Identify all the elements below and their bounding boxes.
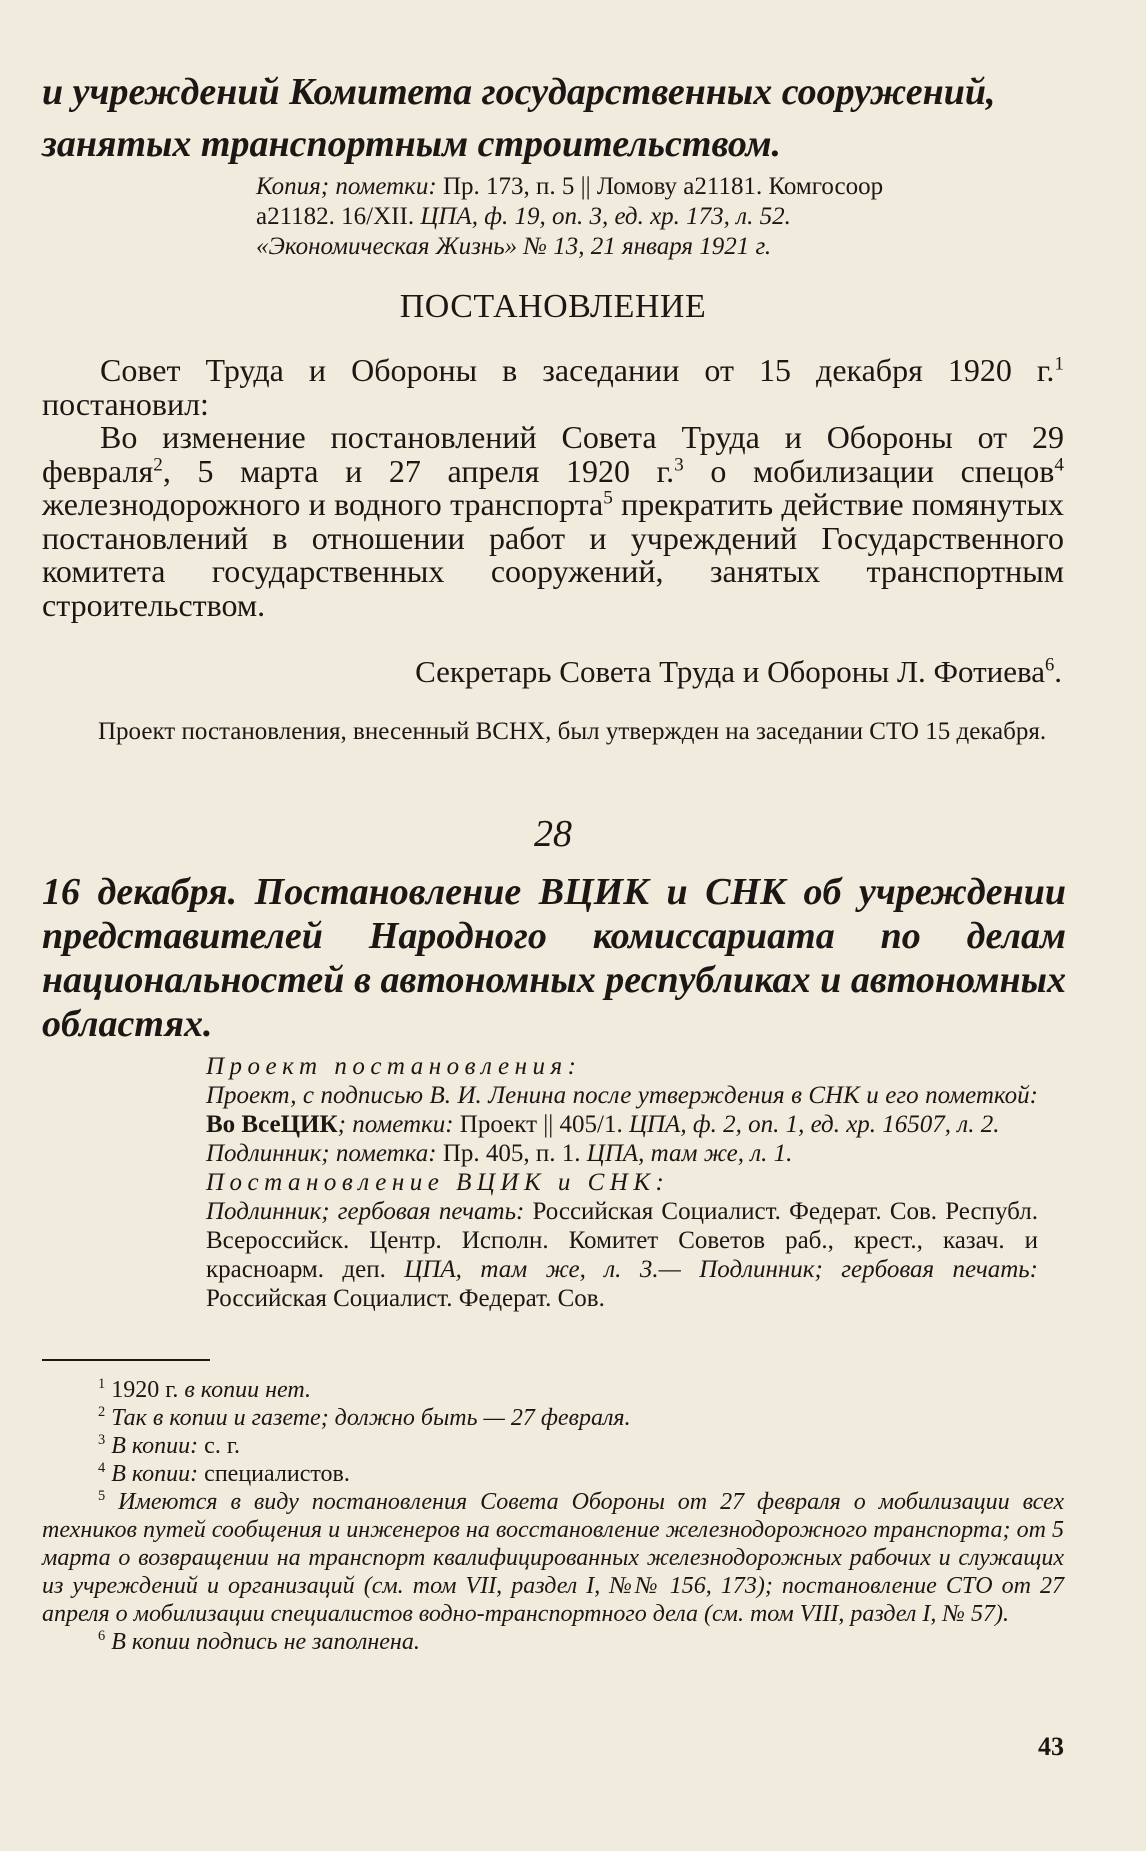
footnote-number: 2 xyxy=(98,1404,106,1420)
footnote-text: В копии: xyxy=(105,1433,199,1459)
footnote-text: 1920 г. xyxy=(105,1377,185,1403)
footnote-text: с. г. xyxy=(198,1433,240,1459)
page-number: 43 xyxy=(1038,1732,1064,1761)
source2-text: ЦПА, там же, л. 3.— Подлинник; гербовая печать: xyxy=(404,1256,1038,1283)
footnote-ref-5: 5 xyxy=(603,487,613,509)
footnotes xyxy=(42,1376,1064,1656)
body-text: Совет Труда и Обороны в заседании от 15 декабря 1920 г. xyxy=(100,352,1055,388)
body-text: Во изменение постановлений Совета Труда и Обороны от 29 февраля xyxy=(42,419,1064,489)
footnote-text: Имеются в виду постановления Совета Обороны от 27 февраля о мобилизации всех техников путей сообщения и инженеров на восстановление железнодорожного транспорта; от 5 марта о возвращении на транспорт квалифицированных железнодорожных рабочих и служащих из учреждений и организаций (см. том VII, раздел I, №№ 156, 173); постановление СТО от 27 апреля о мобилизации специалистов водно-транспортного дела (см. том VIII, раздел I, № 57). xyxy=(42,1489,1064,1627)
footnote-text: В копии: xyxy=(105,1461,199,1487)
source2-text: Пр. 405, п. 1. xyxy=(436,1140,587,1167)
body-text: железнодорожного и водного транспорта xyxy=(42,486,604,522)
footnote-text: специалистов. xyxy=(198,1461,350,1487)
editorial-note: Проект постановления, внесенный ВСНХ, был утвержден на заседании СТО 15 декабря. xyxy=(98,718,1047,745)
body-paragraph-2 xyxy=(42,421,1064,622)
source1-marks: Пр. 173, п. 5 || Ломову а21181. Комгосоор xyxy=(436,173,884,200)
body-text: о мобилизации спецов xyxy=(683,452,1055,489)
body-text: прекратить действие помянутых постановлений в отношении работ и учреждений Государственного комитета государственных сооружений, занятых транспортным строительством. xyxy=(42,486,1064,623)
footnote-5 xyxy=(42,1488,1064,1628)
source2-text: ЦПА, ф. 2, оп. 1, ед. хр. 16507, л. 2. xyxy=(628,1111,1000,1138)
footnote-ref-3: 3 xyxy=(674,453,684,475)
footnote-number: 3 xyxy=(98,1432,106,1448)
document-number: 28 xyxy=(534,813,572,855)
body-text: постановил: xyxy=(42,385,209,422)
document-heading: 16 декабря. Постановление ВЦИК и СНК об учреждении представителей Народного комиссариата по делам национальностей в автономных республиках и автономных областях. xyxy=(42,871,1066,1045)
source2-text: Подлинник; гербовая печать: xyxy=(206,1198,525,1225)
body-paragraph-1 xyxy=(42,354,1064,421)
source2-text: Во ВсеЦИК xyxy=(206,1111,338,1138)
source2-original xyxy=(206,1139,1038,1168)
footnote-text: Так в копии и газете; должно быть — 27 февраля. xyxy=(105,1405,631,1431)
footnote-ref-6: 6 xyxy=(1044,654,1055,676)
footnote-6 xyxy=(42,1628,1064,1656)
source2-seal xyxy=(206,1197,1038,1313)
source2-text: Российская Социалист. Федерат. Сов. xyxy=(206,1285,605,1312)
source1-date: а21182. 16/XII. xyxy=(256,203,421,230)
signature-text: Секретарь Совета Труда и Обороны Л. Фотиева xyxy=(415,654,1045,689)
footnote-ref-4: 4 xyxy=(1054,453,1065,475)
footnote-2 xyxy=(42,1404,1064,1432)
source2-text: Проект, с подписью В. И. Ленина после утверждения в СНК и его пометкой: xyxy=(206,1082,1038,1109)
body-text: , 5 марта и 27 апреля 1920 г. xyxy=(162,452,675,489)
continued-heading: и учреждений Комитета государственных сооружений, занятых транспортным строительством. xyxy=(42,71,996,165)
decree-body xyxy=(42,354,1064,622)
source2-draft-label: Проект постановления: xyxy=(206,1053,582,1080)
footnote-divider xyxy=(42,1359,210,1361)
source-note-1 xyxy=(256,172,1116,262)
footnote-number: 5 xyxy=(98,1488,106,1504)
footnote-number: 1 xyxy=(98,1376,106,1392)
footnote-number: 4 xyxy=(98,1460,106,1476)
source2-decree-label: Постановление ВЦИК и СНК: xyxy=(206,1169,670,1196)
footnote-ref-1: 1 xyxy=(1054,353,1064,375)
source1-newspaper: «Экономическая Жизнь» № 13, 21 января 1921 г. xyxy=(256,233,772,260)
source2-text: ; пометки: xyxy=(337,1111,454,1138)
signature-line xyxy=(415,654,1062,690)
source2-text: Подлинник; пометка: xyxy=(206,1140,437,1167)
signature-period: . xyxy=(1054,654,1062,689)
footnote-text: В копии подпись не заполнена. xyxy=(105,1629,420,1655)
source2-text: Проект || 405/1. xyxy=(453,1111,629,1138)
source2-draft-desc xyxy=(206,1081,1038,1139)
source2-text: Российская Социалист. Федерат. Сов. Республ. Всероссийск. Центр. Исполн. Комитет Советов раб., крест., казач. и красноарм. деп. xyxy=(206,1198,1038,1283)
source2-text: ЦПА, там же, л. 1. xyxy=(586,1140,793,1167)
footnote-4 xyxy=(42,1460,1064,1488)
decree-title: ПОСТАНОВЛЕНИЕ xyxy=(399,288,707,325)
footnote-1 xyxy=(42,1376,1064,1404)
footnote-ref-2: 2 xyxy=(153,453,163,475)
source1-label: Копия; пометки: xyxy=(256,173,437,200)
source-note-2 xyxy=(206,1052,1038,1313)
footnote-3 xyxy=(42,1432,1064,1460)
footnote-text: в копии нет. xyxy=(184,1377,311,1403)
source1-archive: ЦПА, ф. 19, оп. 3, ед. хр. 173, л. 52. xyxy=(420,203,791,230)
footnote-number: 6 xyxy=(98,1628,106,1644)
